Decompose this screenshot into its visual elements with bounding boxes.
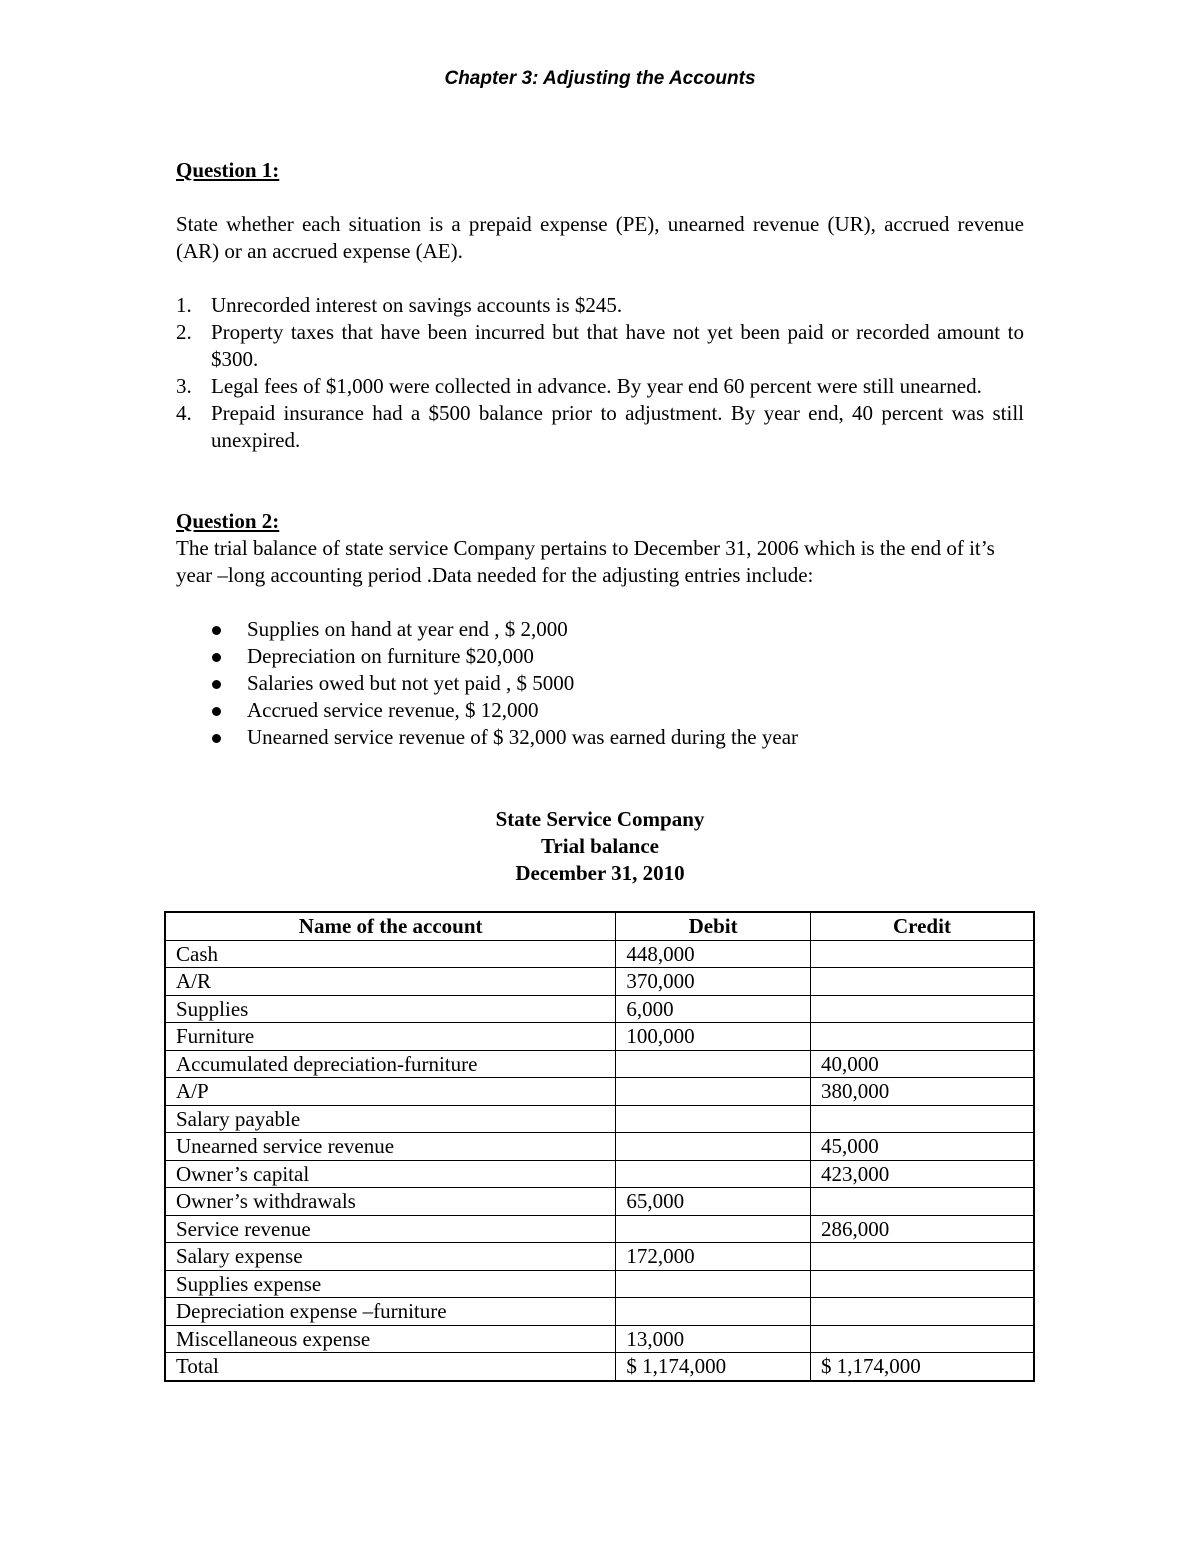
account-cell: Total bbox=[165, 1353, 616, 1381]
table-row bbox=[165, 1298, 1034, 1326]
table-row bbox=[165, 1243, 1034, 1271]
debit-cell: 448,000 bbox=[616, 940, 811, 968]
column-header-credit: Credit bbox=[810, 912, 1034, 940]
debit-cell bbox=[616, 1215, 811, 1243]
account-cell: Unearned service revenue bbox=[165, 1133, 616, 1161]
credit-cell bbox=[810, 1105, 1034, 1133]
credit-cell bbox=[810, 1243, 1034, 1271]
credit-cell bbox=[810, 968, 1034, 996]
table-row bbox=[165, 1133, 1034, 1161]
account-cell: Supplies bbox=[165, 995, 616, 1023]
table-row bbox=[165, 1050, 1034, 1078]
account-cell: Accumulated depreciation-furniture bbox=[165, 1050, 616, 1078]
credit-cell: 45,000 bbox=[810, 1133, 1034, 1161]
account-cell: Salary payable bbox=[165, 1105, 616, 1133]
list-item: 3. Legal fees of $1,000 were collected in advance. By year end 60 percent were still unearned. bbox=[176, 374, 982, 398]
question-1-list bbox=[176, 292, 1024, 454]
trial-balance-table bbox=[164, 911, 1035, 1382]
list-item: Unearned service revenue of $ 32,000 was earned during the year bbox=[176, 724, 1024, 751]
question-2-bullets bbox=[176, 616, 1024, 751]
table-row bbox=[165, 1160, 1034, 1188]
bullet-icon bbox=[212, 626, 221, 635]
debit-cell: 370,000 bbox=[616, 968, 811, 996]
account-cell: Miscellaneous expense bbox=[165, 1325, 616, 1353]
question-2-prompt: The trial balance of state service Company pertains to December 31, 2006 which is the end of it’s year –long accounting period .Data needed for the adjusting entries include: bbox=[176, 536, 995, 587]
bullet-icon bbox=[212, 680, 221, 689]
report-name: Trial balance bbox=[540, 834, 660, 858]
table-row bbox=[165, 1353, 1034, 1381]
table-row bbox=[165, 995, 1034, 1023]
account-cell: Supplies expense bbox=[165, 1270, 616, 1298]
table-row bbox=[165, 940, 1034, 968]
list-item: Depreciation on furniture $20,000 bbox=[176, 643, 1024, 670]
debit-cell bbox=[616, 1298, 811, 1326]
debit-cell: 6,000 bbox=[616, 995, 811, 1023]
debit-cell: 172,000 bbox=[616, 1243, 811, 1271]
bullet-icon bbox=[212, 653, 221, 662]
question-1-heading: Question 1: bbox=[176, 158, 280, 182]
account-cell: Owner’s capital bbox=[165, 1160, 616, 1188]
credit-cell: 40,000 bbox=[810, 1050, 1034, 1078]
list-item: 4. Prepaid insurance had a $500 balance prior to adjustment. By year end, 40 percent was still unexpired. bbox=[176, 401, 1024, 452]
account-cell: Owner’s withdrawals bbox=[165, 1188, 616, 1216]
credit-cell bbox=[810, 1298, 1034, 1326]
account-cell: A/P bbox=[165, 1078, 616, 1106]
credit-cell bbox=[810, 1325, 1034, 1353]
debit-cell: 100,000 bbox=[616, 1023, 811, 1051]
credit-cell: 286,000 bbox=[810, 1215, 1034, 1243]
list-item: 2. Property taxes that have been incurred but that have not yet been paid or recorded amount to $300. bbox=[176, 320, 1024, 371]
trial-balance-heading bbox=[0, 806, 1200, 887]
account-cell: Salary expense bbox=[165, 1243, 616, 1271]
account-cell: Depreciation expense –furniture bbox=[165, 1298, 616, 1326]
report-date: December 31, 2010 bbox=[515, 861, 685, 885]
column-header-account: Name of the account bbox=[165, 912, 616, 940]
table-row bbox=[165, 1215, 1034, 1243]
credit-cell: $ 1,174,000 bbox=[810, 1353, 1034, 1381]
account-cell: Furniture bbox=[165, 1023, 616, 1051]
debit-cell bbox=[616, 1133, 811, 1161]
credit-cell: 423,000 bbox=[810, 1160, 1034, 1188]
debit-cell bbox=[616, 1050, 811, 1078]
table-row bbox=[165, 1325, 1034, 1353]
table-row bbox=[165, 1105, 1034, 1133]
question-2-heading: Question 2: bbox=[176, 509, 280, 533]
question-2-section bbox=[176, 508, 1024, 751]
page-title: Chapter 3: Adjusting the Accounts bbox=[444, 68, 756, 89]
table-row bbox=[165, 968, 1034, 996]
table-row bbox=[165, 1188, 1034, 1216]
credit-cell bbox=[810, 1188, 1034, 1216]
debit-cell bbox=[616, 1078, 811, 1106]
list-item: Accrued service revenue, $ 12,000 bbox=[176, 697, 1024, 724]
credit-cell bbox=[810, 995, 1034, 1023]
table-row bbox=[165, 1270, 1034, 1298]
column-header-debit: Debit bbox=[616, 912, 811, 940]
debit-cell: 65,000 bbox=[616, 1188, 811, 1216]
table-row bbox=[165, 1078, 1034, 1106]
list-item: Salaries owed but not yet paid , $ 5000 bbox=[176, 670, 1024, 697]
question-1-section bbox=[176, 157, 1024, 454]
list-item: Supplies on hand at year end , $ 2,000 bbox=[176, 616, 1024, 643]
account-cell: Cash bbox=[165, 940, 616, 968]
debit-cell bbox=[616, 1160, 811, 1188]
credit-cell: 380,000 bbox=[810, 1078, 1034, 1106]
debit-cell bbox=[616, 1105, 811, 1133]
account-cell: A/R bbox=[165, 968, 616, 996]
table-body bbox=[165, 940, 1034, 1381]
account-cell: Service revenue bbox=[165, 1215, 616, 1243]
company-name: State Service Company bbox=[495, 807, 705, 831]
credit-cell bbox=[810, 1270, 1034, 1298]
question-1-prompt: State whether each situation is a prepaid expense (PE), unearned revenue (UR), accrued revenue (AR) or an accrued expense (AE). bbox=[176, 212, 1024, 263]
table-row bbox=[165, 1023, 1034, 1051]
bullet-icon bbox=[212, 734, 221, 743]
debit-cell bbox=[616, 1270, 811, 1298]
table-header-row bbox=[165, 912, 1034, 940]
list-item: 1. Unrecorded interest on savings accounts is $245. bbox=[176, 293, 623, 317]
debit-cell: $ 1,174,000 bbox=[616, 1353, 811, 1381]
bullet-icon bbox=[212, 707, 221, 716]
credit-cell bbox=[810, 1023, 1034, 1051]
debit-cell: 13,000 bbox=[616, 1325, 811, 1353]
credit-cell bbox=[810, 940, 1034, 968]
